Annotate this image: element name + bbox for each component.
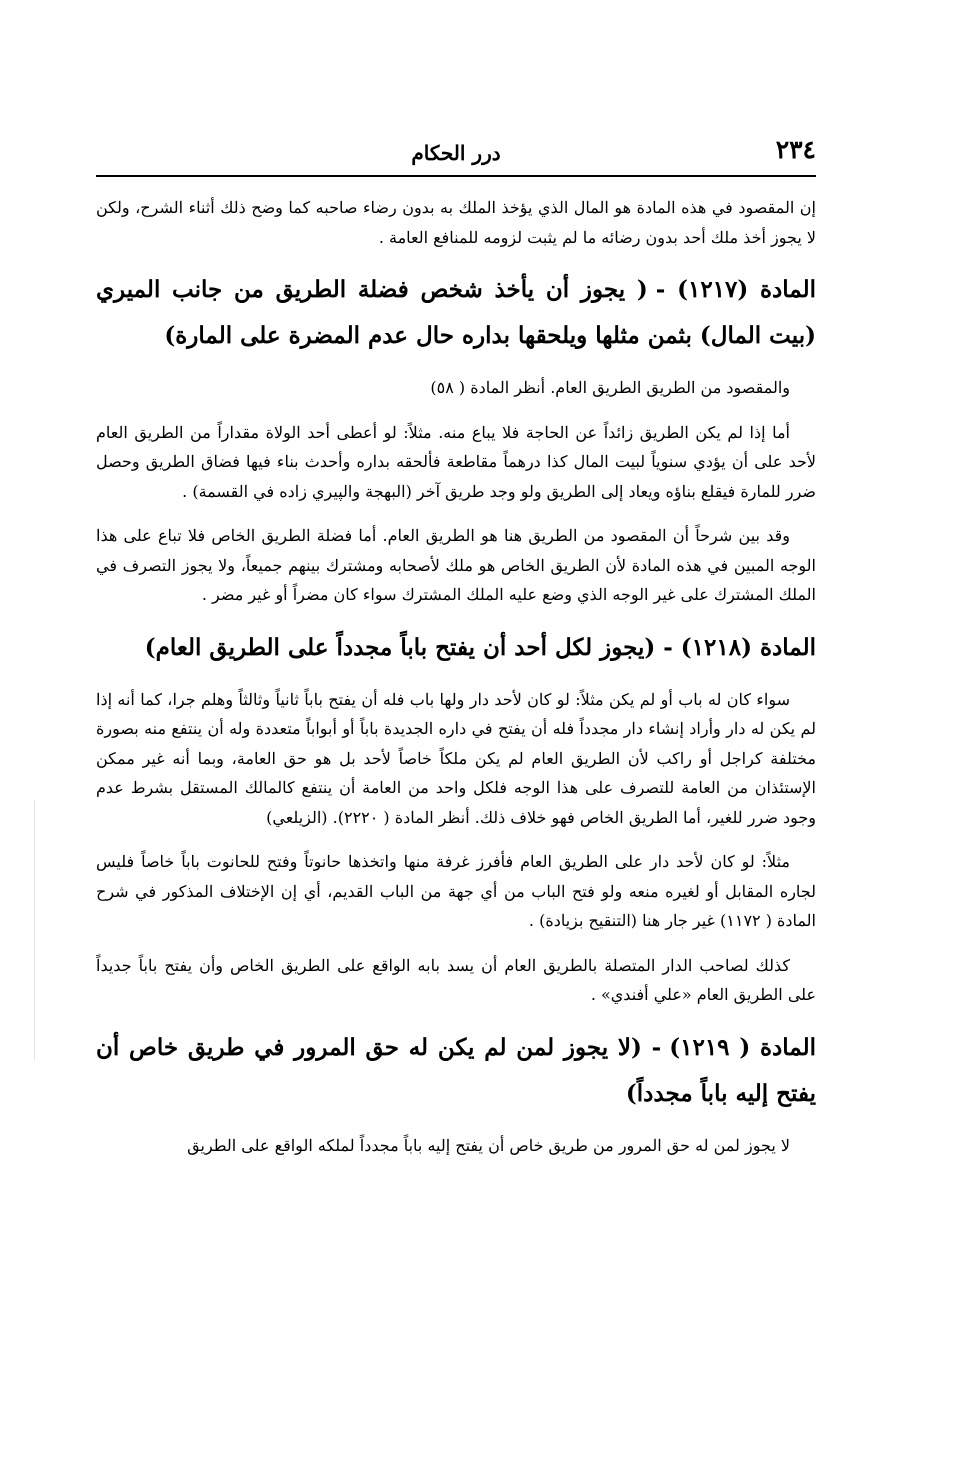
paragraph-surplus-road: أما إذا لم يكن الطريق زائداً عن الحاجة فلا يباع منه. مثلاً: لو أعطى أحد الولاة مقداراً من الطريق العام لأحد على أن يؤدي سنوياً لبيت المال كذا درهماً مقاطعة فألحقه بداره وأحدث بناء فيها فضاق الطريق وحصل ضرر للمارة فيقلع بناؤه ويعاد إلى الطريق ولو وجد طريق آخر (البهجة والپيري زاده في القسمة) .: [96, 422, 816, 501]
page-header: [96, 135, 816, 177]
article-text: - (لا يجوز لمن لم يكن له حق المرور في طريق خاص أن يفتح إليه باباً مجدداً): [96, 1033, 816, 1107]
page-number: ٢٣٤: [775, 135, 816, 164]
scan-margin-line: [34, 800, 35, 1060]
article-heading: المادة (١٢١٧) -: [655, 276, 817, 303]
article-heading: المادة ( ١٢١٩): [669, 1033, 816, 1061]
article-text: ( يجوز أن يأخذ شخص فضلة الطريق من جانب الميري (بيت المال) بثمن مثلها ويلحقها بداره حال عدم المضرة على المارة): [96, 276, 816, 349]
paragraph-private-road: وقد بين شرحاً أن المقصود من الطريق هنا هو الطريق العام. أما فضلة الطريق الخاص فلا تباع على هذا الوجه المبين في هذه المادة لأن الطريق الخاص هو ملك لأصحابه ومشترك بينهم جميعاً، ولا يجوز التصرف في الملك المشترك على غير الوجه الذي وضع عليه الملك المشترك سواء كان مضراً أو غير مضر .: [96, 526, 816, 604]
paragraph-intro: إن المقصود في هذه المادة هو المال الذي يؤخذ الملك به بدون رضاء صاحبه كما وضح ذلك أثناء الشرح، ولكن لا يجوز أخذ ملك أحد بدون رضائه ما لم يثبت لزومه للمنافع العامة .: [96, 198, 816, 247]
article-1219: [96, 1025, 816, 1117]
paragraph-shop-example: مثلاً: لو كان لأحد دار على الطريق العام فأفرز غرفة منها واتخذها حانوتاً وفتح للحانوت باباً خاصاً فليس لجاره المقابل أو لغيره منعه ولو فتح الباب من أي جهة من الباب القديم، أي إن الإختلاف المذكور في شرح المادة ( ١١٧٢) غير جار هنا (التنقيح بزيادة) .: [96, 852, 817, 930]
book-page: [96, 135, 816, 1175]
paragraph-close-door: كذلك لصاحب الدار المتصلة بالطريق العام أن يسد بابه الواقع على الطريق الخاص وأن يفتح باباً جديداً على الطريق العام «علي أفندي» .: [96, 955, 816, 1004]
paragraph-new-door: سواء كان له باب أو لم يكن مثلاً: لو كان لأحد دار ولها باب فله أن يفتح باباً ثانياً وثالثاً وهلم جرا، كما أنه إذا لم يكن له دار وأراد إنشاء دار مجدداً فله أن يفتح في داره الجديدة باباً أو أبواباً متعددة وله أن ينتفع منه بصورة مختلفة كراجل أو راكب لأن الطريق العام لم يكن ملكاً خاصاً لأحد بل هو حق العامة، وبما أنه غير ممكن الإستئذان من العامة للتصرف على هذا الوجه فلكل واحد من العامة أن ينتفع كالمالك المستقل بشرط عدم وجود ضرر للغير، أما الطريق الخاص فهو خلاف ذلك. أنظر المادة ( ٢٢٢٠). (الزيلعي): [96, 689, 817, 827]
article-text: (يجوز لكل أحد أن يفتح باباً مجدداً على الطريق العام): [144, 633, 656, 661]
page-body: [96, 193, 816, 1160]
article-1217: [96, 267, 816, 359]
paragraph-public-road: والمقصود من الطريق الطريق العام. أنظر المادة ( ٥٨): [430, 378, 790, 397]
running-title: درر الحكام: [411, 141, 501, 165]
article-heading: المادة (١٢١٨) -: [663, 633, 816, 661]
article-1218: [96, 625, 816, 671]
paragraph-right-of-way: لا يجوز لمن له حق المرور من طريق خاص أن يفتح إليه باباً مجدداً لملكه الواقع على الطريق: [187, 1135, 790, 1155]
